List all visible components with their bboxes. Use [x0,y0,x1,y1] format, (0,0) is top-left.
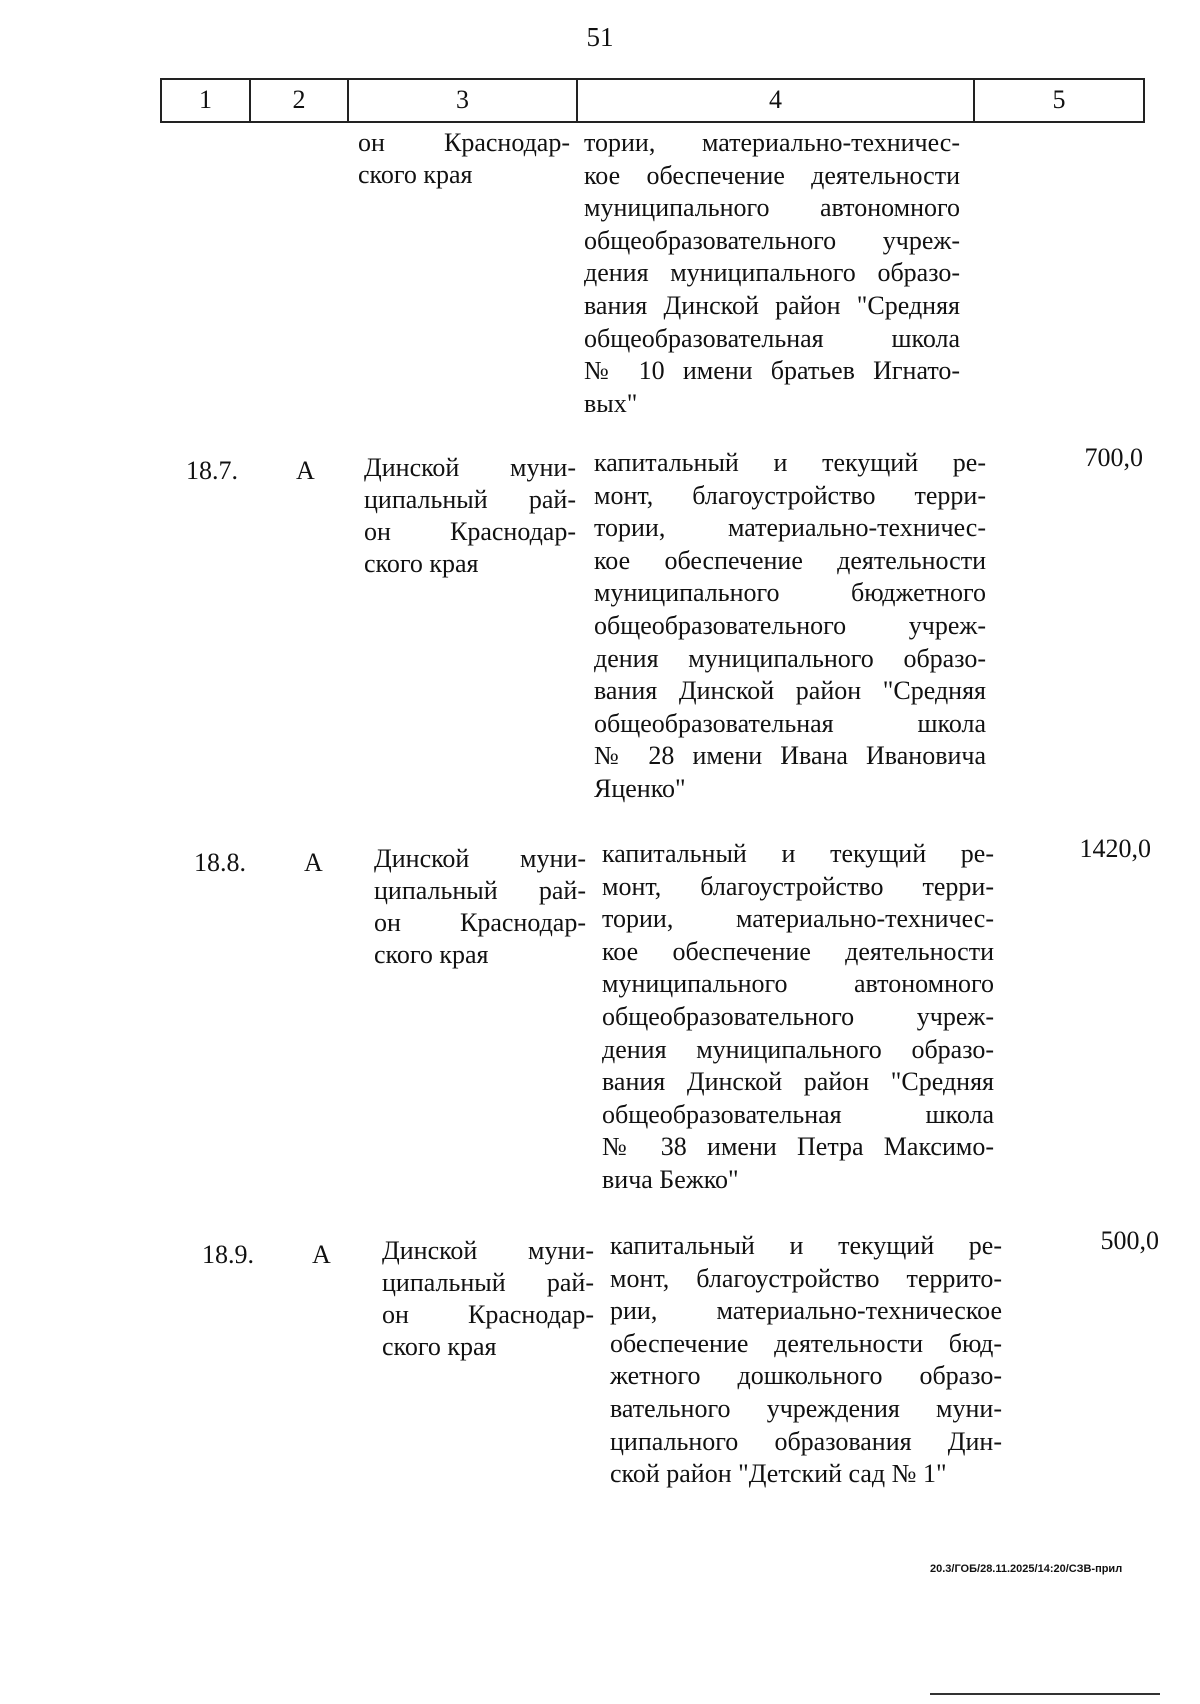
row-number: 18.7. [186,456,238,485]
row-description [594,447,986,806]
text-line: вательного учреждения муни- [610,1393,1002,1423]
row-category: А [296,456,315,485]
text-line: монт, благоустройство терри- [594,480,986,510]
text-line: общеобразовательная школа [602,1099,994,1129]
text-line: тории, материально-техничес- [594,513,986,543]
text-line: капитальный и текущий ре- [610,1231,1002,1260]
header-col-5: 5 [974,79,1144,122]
text-line: Динской муни- [364,453,576,482]
text-line: монт, благоустройство террито- [610,1263,1002,1293]
text-line: общеобразовательного учреж- [602,1001,994,1031]
text-line: № 10 имени братьев Игнато- [584,356,960,386]
text-line: ского края [358,160,473,189]
text-line: ципальный рай- [382,1268,594,1297]
text-line: вых" [584,388,638,418]
row-description [602,838,994,1197]
text-line: дения муниципального образо- [594,643,986,673]
text-line: вания Динской район "Средняя [584,290,960,320]
text-line: дения муниципального образо- [584,258,960,288]
continuation-recipient [358,127,570,191]
text-line: № 28 имени Ивана Ивановича [594,741,986,771]
text-line: Динской муни- [374,844,586,873]
text-line: общеобразовательная школа [584,323,960,353]
text-line: он Краснодар- [364,517,576,546]
text-line: муниципального автономного [602,969,994,999]
header-col-3: 3 [348,79,577,122]
row-number: 18.9. [202,1240,254,1269]
text-line: кое обеспечение деятельности [584,160,960,190]
text-line: рии, материально-техническое [610,1296,1002,1326]
row-description [610,1230,1002,1491]
text-line: жетного дошкольного образо- [610,1361,1002,1391]
document-code: 20.3/ГОБ/28.11.2025/14:20/СЗВ-прил [930,1563,1123,1575]
text-line: ского края [364,549,479,578]
header-col-4: 4 [577,79,974,122]
text-line: муниципального автономного [584,193,960,223]
continuation-description [584,127,960,420]
row-number: 18.8. [194,848,246,877]
text-line: он Краснодар- [358,128,570,157]
text-line: ципальный рай- [374,876,586,905]
text-line: общеобразовательного учреж- [594,610,986,640]
row-amount: 700,0 [1084,443,1143,472]
text-line: Яценко" [594,773,686,803]
text-line: ципального образования Дин- [610,1426,1002,1456]
text-line: капитальный и текущий ре- [602,839,994,868]
text-line: тории, материально-техничес- [584,128,960,157]
text-line: капитальный и текущий ре- [594,448,986,477]
text-line: кое обеспечение деятельности [594,545,986,575]
text-line: ской район "Детский сад № 1" [610,1459,947,1489]
text-line: № 38 имени Петра Максимо- [602,1132,994,1162]
text-line: общеобразовательная школа [594,708,986,738]
row-category: А [312,1240,331,1269]
text-line: Динской муни- [382,1236,594,1265]
row-amount: 500,0 [1100,1226,1159,1255]
row-recipient [364,452,576,580]
text-line: ского края [382,1332,497,1361]
text-line: он Краснодар- [374,908,586,937]
text-line: дения муниципального образо- [602,1034,994,1064]
text-line: тории, материально-техничес- [602,904,994,934]
row-recipient [374,843,586,971]
header-col-1: 1 [161,79,250,122]
page-number: 51 [586,22,614,52]
text-line: ципальный рай- [364,485,576,514]
text-line: общеобразовательного учреж- [584,225,960,255]
text-line: обеспечение деятельности бюд- [610,1328,1002,1358]
row-category: А [304,848,323,877]
text-line: вания Динской район "Средняя [602,1067,994,1097]
bottom-rule [930,1693,1160,1697]
text-line: он Краснодар- [382,1300,594,1329]
text-line: вания Динской район "Средняя [594,676,986,706]
row-recipient [382,1235,594,1363]
row-amount: 1420,0 [1079,834,1151,863]
text-line: ского края [374,940,489,969]
text-line: кое обеспечение деятельности [602,936,994,966]
text-line: муниципального бюджетного [594,578,986,608]
column-header-table [160,78,1145,123]
text-line: монт, благоустройство терри- [602,871,994,901]
text-line: вича Бежко" [602,1164,739,1194]
header-col-2: 2 [250,79,348,122]
